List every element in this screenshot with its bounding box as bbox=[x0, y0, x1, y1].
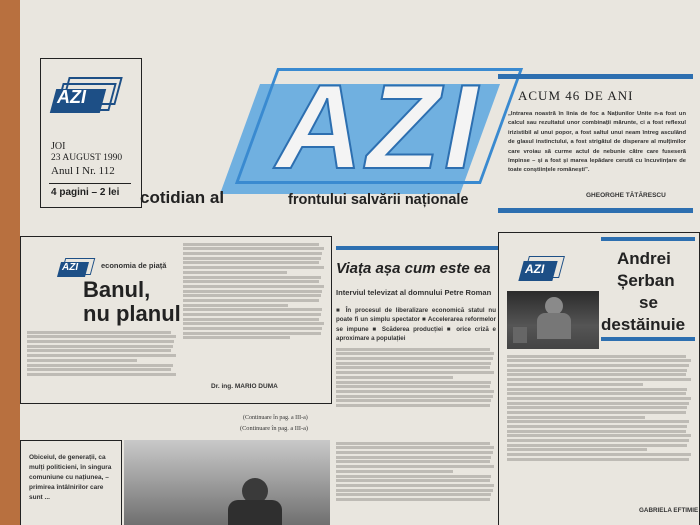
masthead-title: AZI bbox=[230, 44, 490, 194]
anniversary-box bbox=[498, 70, 700, 220]
middle-article-subhead: Interviul televizat al domnului Petre Roman bbox=[336, 288, 492, 297]
left-article-body-2 bbox=[183, 241, 325, 381]
middle-article bbox=[332, 246, 496, 436]
pages-price: 4 pagini – 2 lei bbox=[51, 187, 120, 198]
left-article bbox=[20, 236, 332, 421]
middle-article-headline: Viața așa cum este ea bbox=[336, 260, 491, 277]
anniversary-title: ACUM 46 DE ANI bbox=[518, 88, 634, 103]
right-article-headline-4: destăinuie bbox=[601, 315, 686, 334]
right-article-photo bbox=[507, 291, 599, 349]
left-article-body-1 bbox=[27, 329, 177, 399]
right-article-headline-1: Andrei bbox=[617, 249, 671, 268]
bottom-left-column bbox=[20, 440, 122, 525]
right-article-body bbox=[507, 353, 693, 503]
left-article-kicker: economia de piață bbox=[101, 261, 167, 270]
middle-article-lead: ■ În procesul de liberalizare economică statul nu poate fi un simplu spectator ■ Accelerarea reformelor se impune ■ Scăderea producției ■ orice criză e aproximare a populației bbox=[336, 307, 496, 343]
masthead-box bbox=[40, 58, 142, 208]
right-article-logo: AZI bbox=[521, 255, 563, 283]
bottom-column-text: Obiceiul, de generații, ca mulți politicieni, în singura comuniune cu națiunea, – primirea întâlnirilor care sunt ... bbox=[29, 454, 112, 501]
anniversary-quote: „Intrarea noastră în linia de foc a Națiunilor Unite n-a fost un calcul sau rezultatul unor combinații mărunte, ci a fost reflexul irizistibil al unui popor, a fost saltul unui neam întreg asculând de glasul instinctului, a fost strigătul de disperare al mulțimilor care vroiau să curme actul de nebunie către care fuseseră împinse – și a fost și marea lepădare cerută cu încuviințare de toate conștiințele românești”. bbox=[508, 111, 686, 174]
left-article-headline-2: nu planul bbox=[83, 301, 181, 326]
masthead-logo: AZI bbox=[53, 79, 115, 115]
bottom-photo bbox=[124, 440, 330, 525]
issue-date: 23 AUGUST 1990 bbox=[51, 153, 123, 163]
right-article-headline-3: se bbox=[639, 293, 658, 312]
left-article-logo: AZI bbox=[59, 257, 93, 279]
left-article-headline-1: Banul, bbox=[83, 277, 151, 302]
issue-number: Anul I Nr. 112 bbox=[51, 165, 115, 177]
bottom-middle-column bbox=[332, 440, 496, 525]
right-article bbox=[498, 232, 700, 525]
tagline-right: frontului salvării naționale bbox=[288, 192, 469, 208]
anniversary-author: GHEORGHE TĂTĂRESCU bbox=[586, 192, 666, 199]
left-article-continued-outside: (Continuare în pag. a III-a) bbox=[240, 425, 309, 432]
left-article-author: Dr. ing. MARIO DUMA bbox=[211, 383, 278, 390]
issue-day: JOI bbox=[51, 141, 66, 152]
left-article-continued: (Continuare în pag. a III-a) bbox=[243, 415, 308, 421]
middle-article-body bbox=[336, 346, 496, 432]
tagline-left: cotidian al bbox=[140, 188, 225, 207]
right-article-author: GABRIELA EFTIMIE bbox=[639, 507, 699, 514]
newspaper-page bbox=[20, 0, 700, 525]
right-article-headline-2: Șerban bbox=[617, 271, 675, 290]
